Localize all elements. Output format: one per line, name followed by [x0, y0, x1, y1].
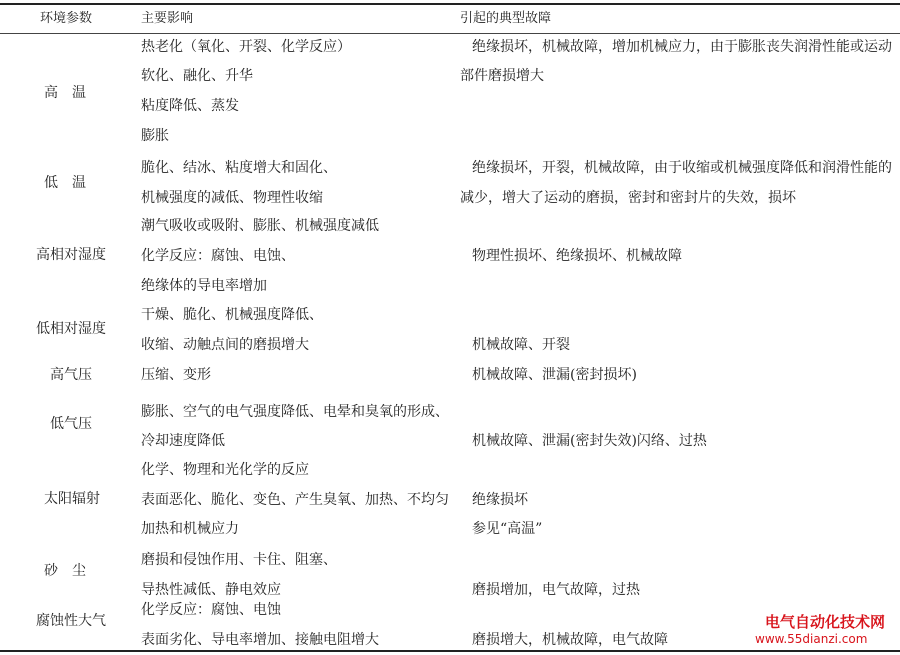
param-low-pressure: 低气压: [50, 416, 92, 432]
param-corrosive-atmosphere: 腐蚀性大气: [36, 613, 106, 629]
param-low-temp: 低 温: [44, 175, 86, 191]
effect-line: 干燥、脆化、机械强度降低、: [141, 307, 323, 323]
fault-line: 物理性损坏、绝缘损坏、机械故障: [472, 248, 682, 264]
effect-line: 表面恶化、脆化、变色、产生臭氧、加热、不均匀: [141, 492, 449, 508]
param-high-humidity: 高相对湿度: [36, 247, 106, 263]
fault-line: 机械故障、泄漏(密封损坏): [472, 367, 637, 383]
fault-line: 绝缘损坏，机械故障，增加机械应力，由于膨胀丧失润滑性能或运动: [472, 39, 892, 55]
fault-line: 绝缘损坏: [472, 492, 528, 508]
watermark-site-name: 电气自动化技术网: [765, 613, 886, 631]
table-bottom-rule: [0, 650, 900, 652]
param-solar-radiation: 太阳辐射: [44, 491, 100, 507]
effect-line: 粘度降低、蒸发: [141, 98, 239, 114]
effect-line: 膨胀、空气的电气强度降低、电晕和臭氧的形成、: [141, 404, 449, 420]
param-high-pressure: 高气压: [50, 367, 92, 383]
effect-line: 潮气吸收或吸附、膨胀、机械强度减低: [141, 218, 379, 234]
param-high-temp: 高 温: [44, 85, 86, 101]
fault-line: 参见“高温”: [472, 521, 543, 537]
header-param: 环境参数: [40, 11, 93, 26]
watermark-url: www.55dianzi.com: [755, 632, 868, 646]
effect-line: 脆化、结冰、粘度增大和固化、: [141, 160, 337, 176]
fault-line: 机械故障、开裂: [472, 337, 570, 353]
effect-line: 收缩、动触点间的磨损增大: [141, 337, 309, 353]
effect-line: 加热和机械应力: [141, 521, 239, 537]
effect-line: 软化、融化、升华: [141, 68, 253, 84]
effect-line: 化学反应：腐蚀、电蚀: [141, 602, 281, 618]
effect-line: 冷却速度降低: [141, 433, 225, 449]
fault-line: 机械故障、泄漏(密封失效)闪络、过热: [472, 433, 707, 449]
fault-line: 磨损增加，电气故障，过热: [472, 582, 640, 598]
param-low-humidity: 低相对湿度: [36, 321, 106, 337]
effect-line: 机械强度的减低、物理性收缩: [141, 190, 323, 206]
effect-line: 压缩、变形: [141, 367, 211, 383]
effect-line: 绝缘体的导电率增加: [141, 278, 267, 294]
fault-line: 部件磨损增大: [460, 68, 544, 84]
param-sand-dust: 砂 尘: [44, 563, 86, 579]
table-header-rule: [0, 33, 900, 34]
header-fault: 引起的典型故障: [460, 11, 552, 26]
table-top-rule: [0, 3, 900, 5]
fault-line: 减少，增大了运动的磨损，密封和密封片的失效，损坏: [460, 190, 796, 206]
effect-line: 磨损和侵蚀作用、卡住、阻塞、: [141, 552, 337, 568]
header-effect: 主要影响: [141, 11, 194, 26]
effect-line: 化学、物理和光化学的反应: [141, 462, 309, 478]
effect-line: 化学反应：腐蚀、电蚀、: [141, 248, 295, 264]
effect-line: 表面劣化、导电率增加、接触电阻增大: [141, 632, 379, 648]
fault-line: 磨损增大，机械故障，电气故障: [472, 632, 668, 648]
fault-line: 绝缘损坏，开裂，机械故障，由于收缩或机械强度降低和润滑性能的: [472, 160, 892, 176]
effect-line: 导热性减低、静电效应: [141, 582, 281, 598]
effect-line: 膨胀: [141, 128, 169, 144]
effect-line: 热老化（氧化、开裂、化学反应）: [141, 39, 351, 55]
